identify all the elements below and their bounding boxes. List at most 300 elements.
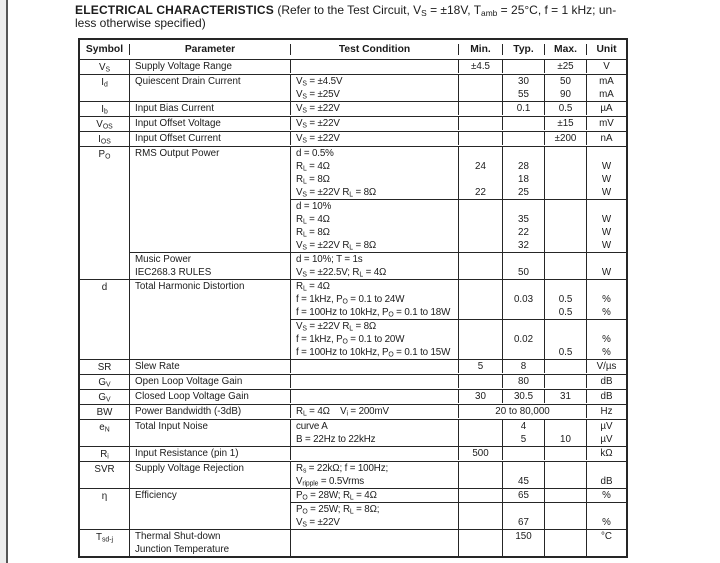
typ-cell: 5 — [502, 433, 544, 446]
max-cell — [544, 186, 586, 199]
max-cell: 0.5 — [544, 346, 586, 359]
symbol-cell: $I_b$ — [101, 104, 108, 116]
typ-cell: 67 — [502, 516, 544, 529]
typ-cell: 25 — [502, 186, 544, 199]
min-cell: 22 — [458, 186, 502, 199]
parameter-cell — [129, 132, 290, 146]
parameter-line: Supply Voltage Range — [135, 61, 232, 72]
row-parameters — [129, 462, 626, 488]
condition-cell: $V_S = \pm 22V$ — [290, 102, 458, 115]
unit-cell: °C — [586, 530, 626, 543]
electrical-characteristics-table — [78, 38, 628, 558]
col-header-unit: Unit — [586, 44, 626, 55]
condition-cell: $V_S = \pm 22V$ — [290, 132, 458, 145]
parameter-cell — [129, 60, 290, 74]
parameter-line: Input Bias Current — [135, 103, 214, 114]
max-cell: 10 — [544, 433, 586, 446]
condition-block — [290, 253, 626, 279]
table-line — [290, 306, 626, 319]
symbol-cell: $P_O$ — [98, 149, 111, 161]
table-line — [290, 543, 626, 556]
table-row — [80, 404, 626, 419]
condition-blocks — [290, 253, 626, 279]
parameter-line: Input Resistance (pin 1) — [135, 448, 239, 459]
typ-cell — [502, 147, 544, 160]
row-parameters — [129, 117, 626, 131]
max-cell — [544, 516, 586, 529]
parameter-cell — [129, 530, 290, 556]
parameter-line: Input Offset Current — [135, 133, 221, 144]
row-parameters — [129, 375, 626, 389]
condition-block — [290, 147, 626, 199]
parameter-cell — [129, 447, 290, 461]
unit-cell: % — [586, 333, 626, 346]
parameter-group — [129, 462, 626, 488]
typ-cell: 55 — [502, 88, 544, 101]
max-cell — [544, 253, 586, 266]
condition-cell: d = 10% — [290, 200, 458, 213]
typ-cell: 0.03 — [502, 293, 544, 306]
min-cell — [458, 475, 502, 488]
condition-blocks — [290, 60, 626, 74]
row-parameters — [129, 447, 626, 461]
row-parameters — [129, 360, 626, 374]
condition-block — [290, 375, 626, 388]
condition-blocks — [290, 447, 626, 461]
min-cell — [458, 543, 502, 556]
parameter-line: Thermal Shut-down — [135, 531, 221, 542]
table-row — [80, 74, 626, 101]
col-header-test-condition: Test Condition — [290, 44, 458, 55]
typ-cell: 22 — [502, 226, 544, 239]
unit-cell: µV — [586, 433, 626, 446]
table-row — [80, 359, 626, 374]
condition-cell: $R_s = 22k\Omega$; f = 100Hz; — [290, 462, 458, 475]
max-cell: ±200 — [544, 132, 586, 145]
table-line — [290, 405, 626, 418]
typ-cell — [502, 462, 544, 475]
condition-cell: d = 10%; T = 1s — [290, 253, 458, 266]
unit-cell: dB — [586, 375, 626, 388]
condition-blocks — [290, 375, 626, 389]
table-rows — [80, 60, 626, 556]
max-cell — [544, 173, 586, 186]
unit-cell — [586, 462, 626, 475]
table-row — [80, 461, 626, 488]
parameter-line: Input Offset Voltage — [135, 118, 221, 129]
condition-cell: $R_L = 4\Omega$ — [290, 160, 458, 173]
table-row — [80, 374, 626, 389]
unit-cell: W — [586, 160, 626, 173]
typ-cell: 45 — [502, 475, 544, 488]
table-line — [290, 280, 626, 293]
condition-block — [290, 530, 626, 556]
unit-cell — [586, 253, 626, 266]
typ-cell — [502, 200, 544, 213]
table-line — [290, 447, 626, 460]
symbol-cell: SVR — [94, 464, 115, 475]
typ-cell — [502, 503, 544, 516]
parameter-group — [129, 375, 626, 389]
typ-cell: 30 — [502, 75, 544, 88]
symbol-cell: $R_i$ — [100, 449, 109, 461]
condition-cell: curve A — [290, 420, 458, 433]
unit-cell: % — [586, 346, 626, 359]
symbol-cell: $I_d$ — [101, 77, 108, 89]
condition-blocks — [290, 530, 626, 556]
condition-cell — [290, 360, 458, 373]
table-line — [290, 475, 626, 488]
col-header-min: Min. — [458, 44, 502, 55]
unit-cell: % — [586, 306, 626, 319]
max-cell — [544, 503, 586, 516]
table-header-row — [80, 40, 626, 60]
table-line — [290, 60, 626, 73]
parameter-line: Closed Loop Voltage Gain — [135, 391, 249, 402]
table-line — [290, 173, 626, 186]
max-cell — [544, 447, 586, 460]
symbol-cell: $G_V$ — [98, 392, 111, 404]
table-line — [290, 147, 626, 160]
max-cell — [544, 333, 586, 346]
parameter-cell — [129, 420, 290, 446]
unit-cell — [586, 503, 626, 516]
condition-block — [290, 117, 626, 130]
condition-cell: $R_L = 4\Omega$ — [290, 213, 458, 226]
condition-block — [290, 60, 626, 73]
table-line — [290, 360, 626, 373]
row-parameters — [129, 405, 626, 419]
min-cell — [458, 503, 502, 516]
parameter-cell — [129, 375, 290, 389]
symbol-cell: $V_{OS}$ — [96, 119, 113, 131]
condition-cell: d = 0.5% — [290, 147, 458, 160]
max-cell: 31 — [544, 390, 586, 403]
row-parameters — [129, 530, 626, 556]
table-line — [290, 375, 626, 388]
parameter-cell — [129, 462, 290, 488]
parameter-cell — [129, 253, 290, 279]
range-span-cell: 20 to 80,000 — [458, 405, 586, 418]
table-line — [290, 226, 626, 239]
min-cell — [458, 530, 502, 543]
condition-block — [290, 75, 626, 101]
condition-cell: $V_S = \pm 22V$ $R_L = 8\Omega$ — [290, 239, 458, 252]
condition-block — [290, 132, 626, 145]
parameter-line: Power Bandwidth (-3dB) — [135, 406, 242, 417]
symbol-cell: $T_{sd-j}$ — [95, 532, 114, 544]
symbol-cell: BW — [96, 407, 113, 418]
min-cell — [458, 117, 502, 130]
unit-cell — [586, 543, 626, 556]
table-row — [80, 116, 626, 131]
table-line — [290, 102, 626, 115]
table-row — [80, 389, 626, 404]
typ-cell — [502, 117, 544, 130]
max-cell — [544, 160, 586, 173]
parameter-cell — [129, 405, 290, 419]
typ-cell: 80 — [502, 375, 544, 388]
unit-cell — [586, 147, 626, 160]
typ-cell — [502, 253, 544, 266]
unit-cell: % — [586, 293, 626, 306]
unit-cell — [586, 280, 626, 293]
section-title — [75, 4, 715, 29]
table-line — [290, 503, 626, 516]
unit-cell: mV — [586, 117, 626, 130]
max-cell — [544, 360, 586, 373]
section-title-line-1 — [75, 4, 715, 17]
min-cell: 5 — [458, 360, 502, 373]
unit-cell: Hz — [586, 405, 626, 418]
min-cell — [458, 253, 502, 266]
condition-cell — [290, 60, 458, 73]
max-cell — [544, 489, 586, 502]
typ-cell: 0.1 — [502, 102, 544, 115]
parameter-group — [129, 252, 626, 279]
table-line — [290, 239, 626, 252]
max-cell — [544, 420, 586, 433]
min-cell — [458, 346, 502, 359]
parameter-cell — [129, 489, 290, 529]
min-cell — [458, 213, 502, 226]
min-cell — [458, 306, 502, 319]
condition-cell: $R_L = 8\Omega$ — [290, 173, 458, 186]
max-cell — [544, 239, 586, 252]
unit-cell — [586, 200, 626, 213]
table-line — [290, 117, 626, 130]
section-title-bold: ELECTRICAL CHARACTERISTICS — [75, 3, 274, 17]
max-cell — [544, 462, 586, 475]
parameter-line: Total Harmonic Distortion — [135, 281, 245, 292]
table-row — [80, 146, 626, 279]
max-cell — [544, 280, 586, 293]
row-parameters — [129, 280, 626, 359]
max-cell: ±15 — [544, 117, 586, 130]
condition-cell: $V_S = \pm 22.5V$; $R_L = 4\Omega$ — [290, 266, 458, 279]
unit-cell: W — [586, 173, 626, 186]
symbol-cell: $V_S$ — [98, 62, 111, 74]
condition-blocks — [290, 102, 626, 116]
symbol-cell: $I_{OS}$ — [98, 134, 111, 146]
max-cell: 90 — [544, 88, 586, 101]
typ-cell — [502, 132, 544, 145]
parameter-cell — [129, 360, 290, 374]
condition-block — [290, 319, 626, 359]
condition-blocks — [290, 75, 626, 101]
condition-cell: $V_S = \pm 25V$ — [290, 88, 458, 101]
typ-cell: 0.02 — [502, 333, 544, 346]
condition-blocks — [290, 405, 626, 419]
table-line — [290, 530, 626, 543]
row-parameters — [129, 390, 626, 404]
condition-cell: f = 1kHz, $P_O = 0.1$ to 24W — [290, 293, 458, 306]
condition-blocks — [290, 420, 626, 446]
parameter-cell — [129, 280, 290, 359]
table-row — [80, 488, 626, 529]
condition-cell — [290, 375, 458, 388]
typ-cell: 8 — [502, 360, 544, 373]
condition-cell: f = 1kHz, $P_O = 0.1$ to 20W — [290, 333, 458, 346]
parameter-group — [129, 447, 626, 461]
parameter-group — [129, 360, 626, 374]
parameter-group — [129, 117, 626, 131]
unit-cell: µA — [586, 102, 626, 115]
min-cell — [458, 293, 502, 306]
table-line — [290, 390, 626, 403]
condition-block — [290, 390, 626, 403]
table-line — [290, 266, 626, 279]
parameter-line: Open Loop Voltage Gain — [135, 376, 243, 387]
symbol-cell: d — [101, 282, 108, 293]
unit-cell: mA — [586, 75, 626, 88]
parameter-group — [129, 60, 626, 74]
table-row — [80, 529, 626, 556]
min-cell — [458, 433, 502, 446]
table-line — [290, 489, 626, 502]
table-line — [290, 293, 626, 306]
min-cell — [458, 239, 502, 252]
unit-cell: W — [586, 266, 626, 279]
condition-cell: $R_L = 8\Omega$ — [290, 226, 458, 239]
row-parameters — [129, 147, 626, 279]
table-row — [80, 60, 626, 74]
symbol-cell: SR — [97, 362, 112, 373]
parameter-line: Music Power — [135, 254, 192, 265]
symbol-cell: $e_N$ — [99, 422, 110, 434]
col-header-parameter: Parameter — [129, 44, 290, 55]
parameter-cell — [129, 147, 290, 252]
table-line — [290, 253, 626, 266]
condition-block — [290, 489, 626, 502]
condition-cell — [290, 543, 458, 556]
typ-cell — [502, 447, 544, 460]
max-cell — [544, 147, 586, 160]
table-line — [290, 346, 626, 359]
unit-cell: % — [586, 489, 626, 502]
table-row — [80, 446, 626, 461]
unit-cell: W — [586, 226, 626, 239]
table-line — [290, 333, 626, 346]
max-cell — [544, 475, 586, 488]
unit-cell: % — [586, 516, 626, 529]
parameter-group — [129, 147, 626, 252]
parameter-line: Quiescent Drain Current — [135, 76, 241, 87]
condition-cell — [290, 390, 458, 403]
condition-cell: $P_O = 25W$; $R_L = 8\Omega$; — [290, 503, 458, 516]
parameter-line: IEC268.3 RULES — [135, 267, 212, 278]
condition-block — [290, 280, 626, 319]
max-cell — [544, 213, 586, 226]
col-header-symbol: Symbol — [85, 44, 124, 55]
max-cell: 50 — [544, 75, 586, 88]
unit-cell: V/µs — [586, 360, 626, 373]
condition-block — [290, 102, 626, 115]
parameter-group — [129, 489, 626, 529]
condition-cell: $V_S = \pm 22V$ — [290, 516, 458, 529]
condition-blocks — [290, 390, 626, 404]
parameter-cell — [129, 390, 290, 404]
unit-cell: nA — [586, 132, 626, 145]
condition-cell: $V_S = \pm 22V$ $R_L = 8\Omega$ — [290, 186, 458, 199]
condition-cell — [290, 447, 458, 460]
condition-cell: $R_L = 4\Omega$ $V_i = 200mV$ — [290, 405, 458, 418]
table-line — [290, 186, 626, 199]
typ-cell — [502, 543, 544, 556]
min-cell — [458, 333, 502, 346]
condition-block — [290, 405, 626, 418]
condition-cell: f = 100Hz to 10kHz, $P_O = 0.1$ to 15W — [290, 346, 458, 359]
row-parameters — [129, 102, 626, 116]
col-header-max: Max. — [544, 44, 586, 55]
min-cell — [458, 489, 502, 502]
min-cell — [458, 226, 502, 239]
max-cell: 0.5 — [544, 102, 586, 115]
condition-cell: $V_S = \pm 22V$ — [290, 117, 458, 130]
parameter-cell — [129, 75, 290, 101]
section-title-condition: (Refer to the Test Circuit, $V_S = \pm 18V$, $T_{amb} = 25^\circ C$, f = 1 kHz; un- — [273, 3, 617, 19]
max-cell — [544, 543, 586, 556]
condition-block — [290, 360, 626, 373]
unit-cell: W — [586, 213, 626, 226]
typ-cell — [502, 280, 544, 293]
table-line — [290, 200, 626, 213]
table-line — [290, 132, 626, 145]
parameter-cell — [129, 117, 290, 131]
min-cell — [458, 200, 502, 213]
condition-blocks — [290, 132, 626, 146]
table-row — [80, 131, 626, 146]
min-cell — [458, 132, 502, 145]
min-cell — [458, 516, 502, 529]
parameter-group — [129, 280, 626, 359]
table-line — [290, 516, 626, 529]
parameter-line: Total Input Noise — [135, 421, 208, 432]
table-line — [290, 433, 626, 446]
table-line — [290, 462, 626, 475]
min-cell: 24 — [458, 160, 502, 173]
unit-cell: V — [586, 60, 626, 73]
typ-cell: 4 — [502, 420, 544, 433]
max-cell — [544, 320, 586, 333]
min-cell — [458, 420, 502, 433]
min-cell — [458, 173, 502, 186]
row-parameters — [129, 60, 626, 74]
symbol-cell: η — [101, 491, 108, 502]
min-cell: 30 — [458, 390, 502, 403]
typ-cell — [502, 60, 544, 73]
condition-block — [290, 462, 626, 488]
typ-cell — [502, 320, 544, 333]
table-row — [80, 101, 626, 116]
min-cell: 500 — [458, 447, 502, 460]
typ-cell: 30.5 — [502, 390, 544, 403]
parameter-group — [129, 530, 626, 556]
min-cell — [458, 88, 502, 101]
max-cell: ±25 — [544, 60, 586, 73]
parameter-group — [129, 75, 626, 101]
condition-block — [290, 420, 626, 446]
condition-block — [290, 502, 626, 529]
typ-cell: 35 — [502, 213, 544, 226]
condition-blocks — [290, 360, 626, 374]
min-cell — [458, 320, 502, 333]
page-scan-edge — [0, 0, 8, 563]
row-parameters — [129, 420, 626, 446]
table-line — [290, 213, 626, 226]
min-cell — [458, 102, 502, 115]
condition-blocks — [290, 280, 626, 359]
